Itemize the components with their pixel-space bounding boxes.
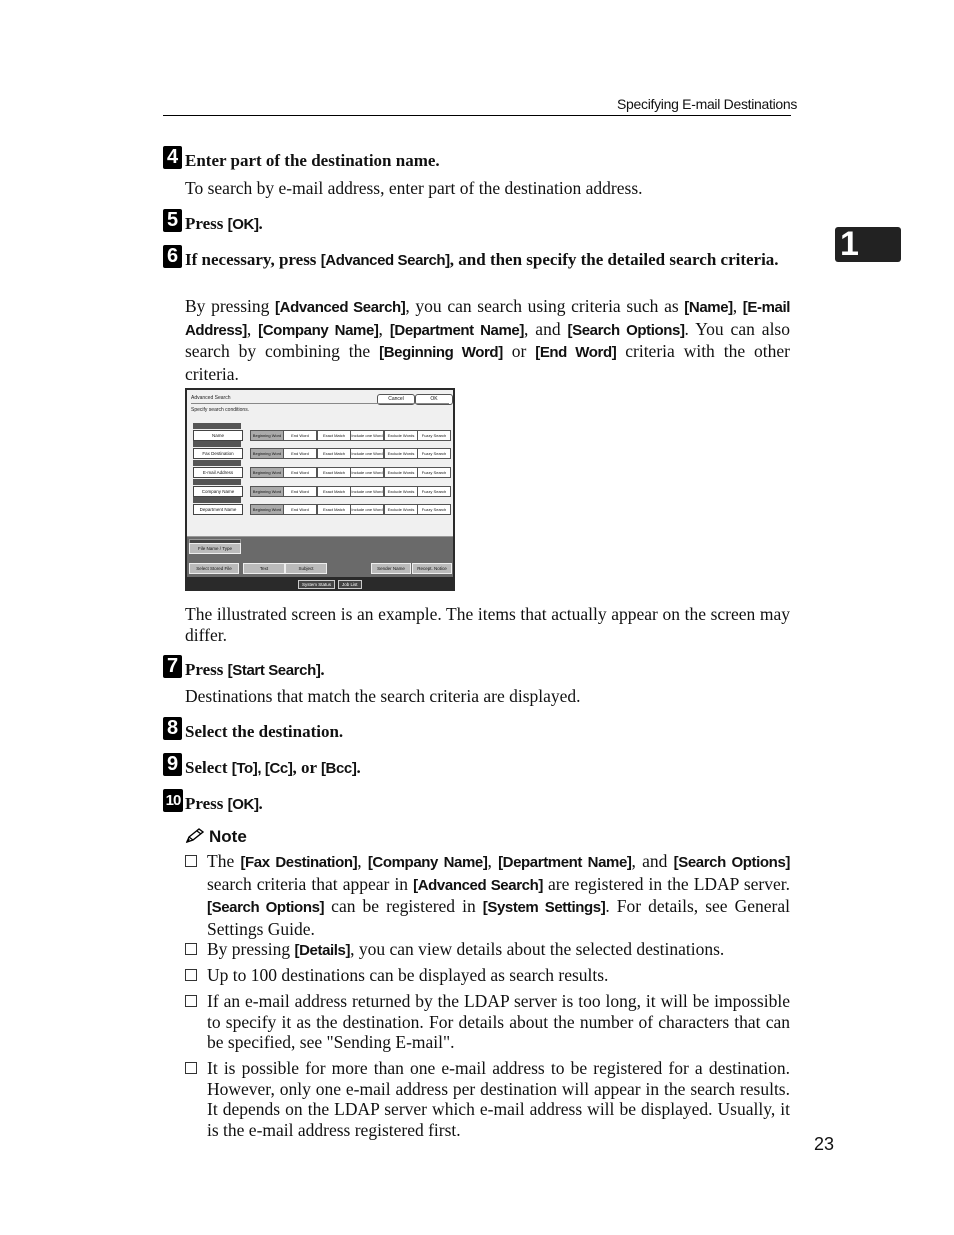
step-number-10: 10 <box>163 789 183 812</box>
screenshot-tab-file-name: File Name / Type <box>189 543 241 554</box>
checkbox-bullet-icon <box>185 855 197 867</box>
note-bullet-text: The [Fax Destination], [Company Name], [Department Name], and [Search Options] search criteria that appear in [Advanced Search] are registered in the LDAP server. [Search Options] can be registered in [System Settings]. For details, see General Settings Guide. <box>207 851 790 939</box>
step-7-body: Destinations that match the search criteria are displayed. <box>185 686 581 706</box>
step-number-7: 7 <box>163 655 182 678</box>
screenshot-row-input-bar <box>193 497 241 503</box>
screenshot-criteria-button: Fuzzy Search <box>417 486 451 497</box>
step-number-6: 6 <box>163 245 182 268</box>
step-number-5: 5 <box>163 209 182 232</box>
screenshot-criteria-button: Exact Match <box>317 467 351 478</box>
screenshot-criteria-button: Beginning Word <box>250 467 284 478</box>
screenshot-row-input-bar <box>193 479 241 485</box>
header-rule <box>163 115 791 116</box>
checkbox-bullet-icon <box>185 943 197 955</box>
screenshot-tab-recept-notice: Recept. Notice <box>412 563 452 574</box>
note-heading: Note <box>185 827 247 847</box>
screenshot-title: Advanced Search <box>191 395 231 401</box>
screenshot-cancel-button: Cancel <box>377 394 415 405</box>
screenshot-criteria-button: Exclude Words <box>384 467 418 478</box>
screenshot-criteria-button: Exact Match <box>317 448 351 459</box>
screenshot-criteria-button: Fuzzy Search <box>417 430 451 441</box>
screenshot-criteria-button: End Word <box>283 430 317 441</box>
screenshot-criteria-button: Fuzzy Search <box>417 504 451 515</box>
screenshot-system-status: System Status <box>298 580 335 589</box>
step-number-4: 4 <box>163 146 182 169</box>
screenshot-criteria-button: Include one Word <box>350 467 384 478</box>
page-number: 23 <box>814 1134 835 1154</box>
screenshot-criteria-button: Fuzzy Search <box>417 467 451 478</box>
screenshot-job-list: Job List <box>338 580 362 589</box>
running-header: Specifying E-mail Destinations <box>617 96 798 112</box>
checkbox-bullet-icon <box>185 1062 197 1074</box>
note-bullet-text: If an e-mail address returned by the LDAP server is too long, it will be impossible to specify it as the destination. For details about the number of characters that can be specified, see "Sending E-mail". <box>207 991 790 1052</box>
screenshot-criteria-button: End Word <box>283 467 317 478</box>
chapter-number: 1 <box>840 225 859 263</box>
screenshot-criteria-button: Exact Match <box>317 486 351 497</box>
screenshot-tab-text: Text <box>243 563 285 574</box>
step-10-title: Press [OK]. <box>185 794 263 813</box>
step-9-title: Select [To], [Cc], or [Bcc]. <box>185 758 361 777</box>
chapter-tab <box>835 227 901 262</box>
screenshot-criteria-button: Beginning Word <box>250 430 284 441</box>
screenshot-tab-select-stored-file: Select Stored File <box>189 563 239 574</box>
note-bullet-text: By pressing [Details], you can view details about the selected destinations. <box>207 939 725 959</box>
screenshot-panel <box>187 390 453 537</box>
screenshot-criteria-button: Exact Match <box>317 430 351 441</box>
screenshot-lower-area <box>187 537 453 577</box>
screenshot-criteria-button: End Word <box>283 504 317 515</box>
step-5-title: Press [OK]. <box>185 214 263 233</box>
screenshot-criteria-button: Include one Word <box>350 486 384 497</box>
pencil-icon <box>185 828 205 844</box>
note-bullet-text: It is possible for more than one e-mail address to be registered for a destination. However, only one e-mail address per destination will appear in the search results. It depends on the LDAP server which e-mail address will be displayed. Usually, it is the e-mail address registered first. <box>207 1058 790 1140</box>
screenshot-ok-button: OK <box>415 394 453 405</box>
screenshot-criteria-button: Exclude Words <box>384 448 418 459</box>
screenshot-criteria-button: Beginning Word <box>250 504 284 515</box>
screenshot-row-label: Company Name <box>193 486 243 497</box>
screenshot-criteria-button: Exclude Words <box>384 486 418 497</box>
step-4-body: To search by e-mail address, enter part of the destination address. <box>185 178 643 198</box>
screenshot-row-label: Name <box>193 430 243 441</box>
checkbox-bullet-icon <box>185 995 197 1007</box>
screenshot-divider <box>191 403 449 404</box>
screenshot-criteria-button: Include one Word <box>350 430 384 441</box>
step-4-title: Enter part of the destination name. <box>185 151 440 170</box>
checkbox-bullet-icon <box>185 969 197 981</box>
step-6-title: If necessary, press [Advanced Search], and then specify the detailed search criteria. <box>185 250 779 269</box>
step-6-caption: The illustrated screen is an example. The items that actually appear on the screen may differ. <box>185 604 790 645</box>
advanced-search-screenshot <box>185 388 455 591</box>
screenshot-tab-subject: Subject <box>285 563 327 574</box>
screenshot-row-input-bar <box>193 460 241 466</box>
screenshot-status-bar <box>295 580 362 588</box>
screenshot-criteria-button: Include one Word <box>350 448 384 459</box>
step-number-9: 9 <box>163 753 182 776</box>
screenshot-criteria-button: Beginning Word <box>250 448 284 459</box>
screenshot-row-input-bar <box>193 423 241 429</box>
step-8-title: Select the destination. <box>185 722 344 741</box>
screenshot-criteria-button: End Word <box>283 448 317 459</box>
screenshot-criteria-button: Beginning Word <box>250 486 284 497</box>
screenshot-tab-sender-name: Sender Name <box>371 563 411 574</box>
step-number-8: 8 <box>163 717 182 740</box>
screenshot-criteria-button: Fuzzy Search <box>417 448 451 459</box>
screenshot-criteria-button: Exclude Words <box>384 504 418 515</box>
screenshot-criteria-button: Exact Match <box>317 504 351 515</box>
screenshot-row-label: Fax Destination <box>193 448 243 459</box>
screenshot-row-label: E-mail Address <box>193 467 243 478</box>
screenshot-row-input-bar <box>193 441 241 447</box>
screenshot-subtitle: Specify search conditions. <box>191 407 250 413</box>
step-6-body: By pressing [Advanced Search], you can search using criteria such as [Name], [E-mail Address], [Company Name], [Department Name], and [Search Options]. You can also search by combining the [Beginning Word] or [End Word] criteria with the other criteria. <box>185 296 790 384</box>
screenshot-criteria-button: Exclude Words <box>384 430 418 441</box>
screenshot-criteria-button: End Word <box>283 486 317 497</box>
screenshot-criteria-button: Include one Word <box>350 504 384 515</box>
note-bullet-text: Up to 100 destinations can be displayed as search results. <box>207 965 609 985</box>
screenshot-row-label: Department Name <box>193 504 243 515</box>
step-7-title: Press [Start Search]. <box>185 660 325 679</box>
